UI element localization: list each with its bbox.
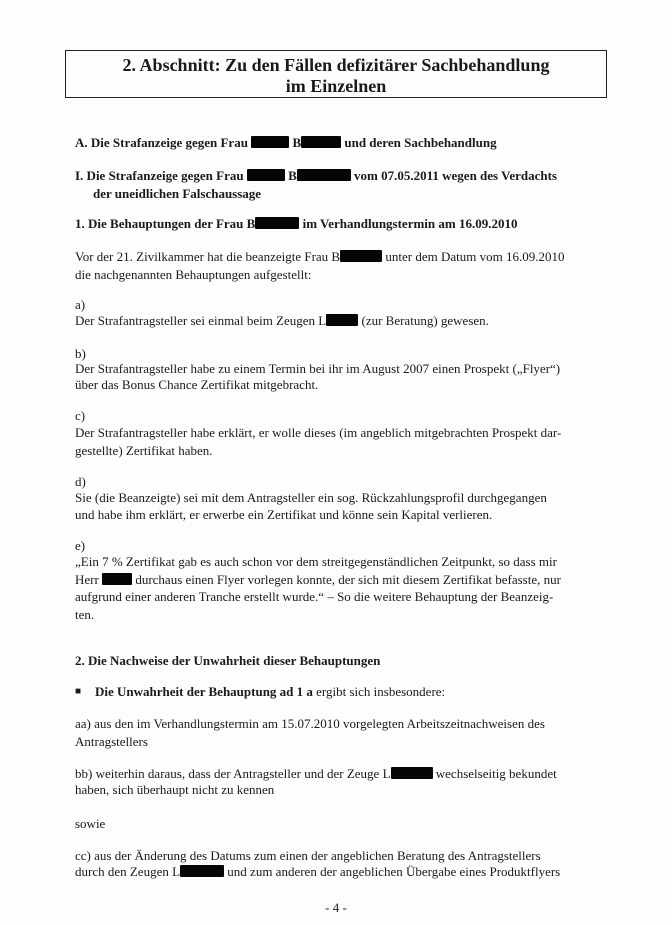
redaction-block xyxy=(251,136,289,148)
intro-line1 xyxy=(75,247,615,266)
bb-text-1: bb) weiterhin daraus, dass der Antragsteller und der Zeuge L xyxy=(75,766,391,781)
bb-line2: haben, sich überhaupt nicht zu kennen xyxy=(75,782,275,797)
heading-i-text-2: B xyxy=(284,168,297,183)
redaction-block xyxy=(247,169,285,181)
item-b-line1: Der Strafantragsteller habe zu einem Termin bei ihr im August 2007 einen Prospekt („Flyer“) xyxy=(75,361,561,376)
item-a-label: a) xyxy=(75,297,86,312)
redaction-block xyxy=(301,136,341,148)
cc-text-1: durch den Zeugen L xyxy=(75,864,181,879)
redaction-block xyxy=(326,314,358,326)
heading-a-text-2: B xyxy=(289,135,302,150)
item-a-text-1: Der Strafantragsteller sei einmal beim Zeugen L xyxy=(75,313,327,328)
heading-1-text-2: im Verhandlungstermin am 16.09.2010 xyxy=(299,216,518,231)
heading-i-line2: der uneidlichen Falschaussage xyxy=(93,186,262,201)
heading-2: 2. Die Nachweise der Unwahrheit dieser Behauptungen xyxy=(75,653,381,668)
bullet-icon: ■ xyxy=(75,686,82,697)
item-d-label: d) xyxy=(75,474,86,489)
redaction-block xyxy=(102,573,132,585)
item-e-label: e) xyxy=(75,538,86,553)
cc-line1: cc) aus der Änderung des Datums zum einen der angeblichen Beratung des Antragstellers xyxy=(75,848,541,863)
heading-1 xyxy=(75,214,615,233)
item-e-line1: „Ein 7 % Zertifikat gab es auch schon vor dem streitgegenständlichen Zeitpunkt, so dass mir xyxy=(75,554,557,569)
section-title-line1: 2. Abschnitt: Zu den Fällen defizitärer Sachbehandlung xyxy=(122,55,550,75)
bb-text-2: wechselseitig bekundet xyxy=(432,766,557,781)
heading-a-text-3: und deren Sachbehandlung xyxy=(341,135,497,150)
intro-line2: die nachgenannten Behauptungen aufgestellt: xyxy=(75,267,312,282)
aa-line2: Antragstellers xyxy=(75,734,148,749)
cc-line2 xyxy=(75,862,615,881)
item-c-label: c) xyxy=(75,408,86,423)
heading-i-text-3: vom 07.05.2011 wegen des Verdachts xyxy=(350,168,557,183)
redaction-block xyxy=(255,217,299,229)
aa-line1: aa) aus den im Verhandlungstermin am 15.07.2010 vorgelegten Arbeitszeitnachweisen des xyxy=(75,716,545,731)
bullet-text xyxy=(95,682,635,701)
item-e-line4: ten. xyxy=(75,607,95,622)
section-title-box xyxy=(65,50,607,98)
heading-i-line1 xyxy=(75,166,615,185)
bullet-bold-text: Die Unwahrheit der Behauptung ad 1 a xyxy=(95,684,313,699)
item-b-label: b) xyxy=(75,346,86,361)
item-c-line2: gestellte) Zertifikat haben. xyxy=(75,443,213,458)
item-c-line1: Der Strafantragsteller habe erklärt, er wolle dieses (im angeblich mitgebrachten Prospekt dar- xyxy=(75,425,562,440)
intro-text-1: Vor der 21. Zivilkammer hat die beanzeigte Frau B xyxy=(75,249,341,264)
item-a-text-2: (zur Beratung) gewesen. xyxy=(358,313,489,328)
redaction-block xyxy=(391,767,433,779)
item-a-text xyxy=(75,311,615,330)
cc-text-2: und zum anderen der angeblichen Übergabe eines Produktflyers xyxy=(224,864,561,879)
item-d-line1: Sie (die Beanzeigte) sei mit dem Antragsteller ein sog. Rückzahlungsprofil durchgegangen xyxy=(75,490,547,505)
item-d-line2: und habe ihm erklärt, er erwerbe ein Zertifikat und könne sein Kapital verlieren. xyxy=(75,507,493,522)
sowie-text: sowie xyxy=(75,816,106,831)
heading-a-text-1: A. Die Strafanzeige gegen Frau xyxy=(75,135,252,150)
item-b-line2: über das Bonus Chance Zertifikat mitgebracht. xyxy=(75,377,319,392)
item-e-text-1: Herr xyxy=(75,572,99,587)
intro-text-2: unter dem Datum vom 16.09.2010 xyxy=(382,249,565,264)
heading-1-text-1: 1. Die Behauptungen der Frau B xyxy=(75,216,256,231)
item-e-line3: aufgrund einer anderen Tranche erstellt wurde.“ – So die weitere Behauptung der Beanzeig- xyxy=(75,589,554,604)
heading-a xyxy=(75,133,615,152)
redaction-block xyxy=(340,250,382,262)
section-title-line2: im Einzelnen xyxy=(285,76,387,96)
redaction-block xyxy=(180,865,224,877)
bullet-rest-text: ergibt sich insbesondere: xyxy=(312,684,446,699)
redaction-block xyxy=(297,169,351,181)
heading-i-text-1: I. Die Strafanzeige gegen Frau xyxy=(75,168,247,183)
item-e-text-2: durchaus einen Flyer vorlegen konnte, der sich mit diesem Zertifikat befasste, nur xyxy=(132,572,561,587)
page-number: - 4 - xyxy=(325,900,347,915)
